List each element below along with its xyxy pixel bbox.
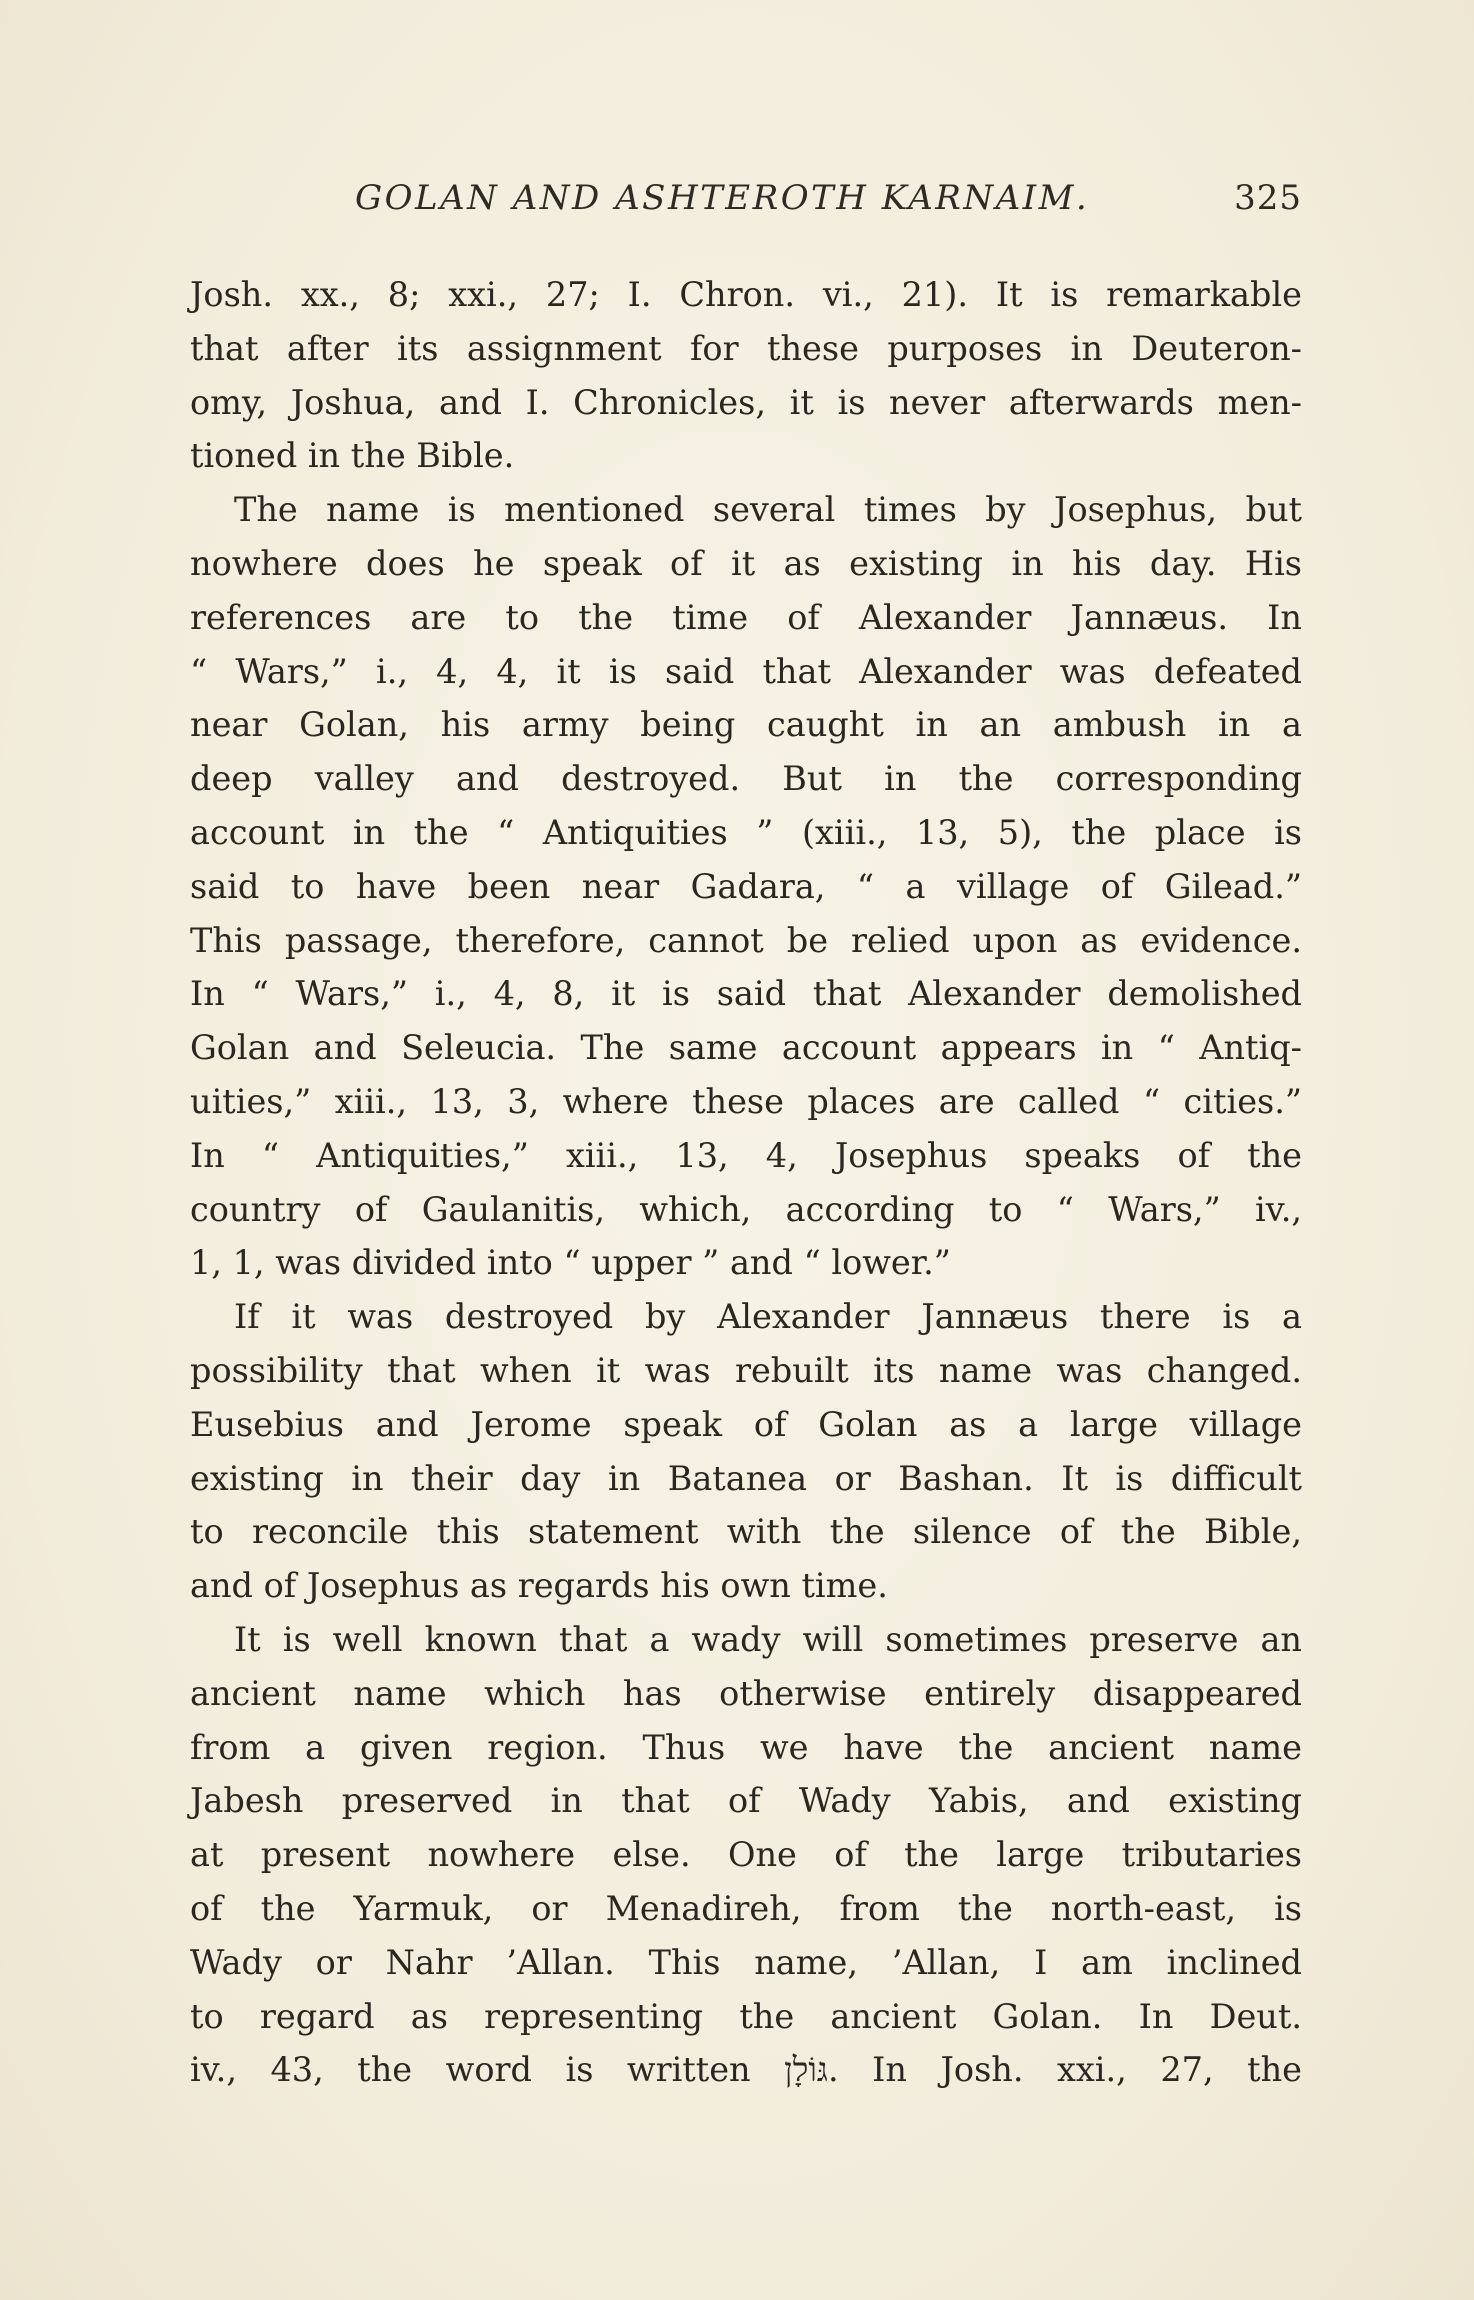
text-line: possibility that when it was rebuilt its name was changed.: [190, 1350, 1302, 1390]
text-line: It is well known that a wady will sometimes preserve an: [234, 1619, 1302, 1659]
text-line: account in the “ Antiquities ” (xiii., 13, 5), the place is: [190, 812, 1302, 852]
text-line: ancient name which has otherwise entirely disappeared: [190, 1673, 1302, 1713]
text-line: at present nowhere else. One of the large tributaries: [190, 1835, 1302, 1875]
text-line: nowhere does he speak of it as existing in his day. His: [190, 543, 1302, 583]
text-line: uities,” xiii., 13, 3, where these places are called “ cities.”: [190, 1081, 1302, 1121]
text-line: from a given region. Thus we have the ancient name: [190, 1727, 1302, 1767]
text-line: If it was destroyed by Alexander Jannæus there is a: [234, 1297, 1302, 1337]
text-line: iv., 43, the word is written גּוֹלָן. In Josh. xxi., 27, the: [190, 2050, 1302, 2090]
text-line: and of Josephus as regards his own time.: [190, 1566, 888, 1606]
text-line: Wady or Nahr ’Allan. This name, ’Allan, I am inclined: [190, 1942, 1302, 1982]
text-line: tioned in the Bible.: [190, 436, 515, 476]
text-line: that after its assignment for these purposes in Deuteron-: [190, 328, 1302, 368]
text-line: Golan and Seleucia. The same account appears in “ Antiq-: [190, 1028, 1302, 1068]
text-line: Josh. xx., 8; xxi., 27; I. Chron. vi., 21). It is remarkable: [190, 275, 1302, 314]
running-title: GOLAN AND ASHTEROTH KARNAIM.: [355, 178, 1090, 218]
text-line: Eusebius and Jerome speak of Golan as a large village: [190, 1404, 1302, 1444]
text-line: said to have been near Gadara, “ a village of Gilead.”: [190, 866, 1302, 906]
text-line: In “ Antiquities,” xiii., 13, 4, Josephus speaks of the: [190, 1135, 1302, 1175]
text-line: 1, 1, was divided into “ upper ” and “ lower.”: [190, 1243, 951, 1283]
text-line: country of Gaulanitis, which, according to “ Wars,” iv.,: [190, 1189, 1302, 1229]
text-line: deep valley and destroyed. But in the corresponding: [190, 759, 1302, 799]
text-line: near Golan, his army being caught in an ambush in a: [190, 705, 1302, 745]
text-line: In “ Wars,” i., 4, 8, it is said that Alexander demolished: [190, 974, 1302, 1014]
body-text: [190, 268, 1302, 2097]
text-line: This passage, therefore, cannot be relied upon as evidence.: [190, 920, 1302, 960]
text-line: to regard as representing the ancient Golan. In Deut.: [190, 1996, 1302, 2036]
text-line: to reconcile this statement with the silence of the Bible,: [190, 1512, 1302, 1552]
page-header: [190, 178, 1302, 238]
text-line: references are to the time of Alexander Jannæus. In: [190, 597, 1302, 637]
page-number: 325: [1234, 178, 1302, 218]
text-line: of the Yarmuk, or Menadireh, from the north-east, is: [190, 1888, 1302, 1928]
text-line: Jabesh preserved in that of Wady Yabis, and existing: [190, 1781, 1302, 1821]
text-line: existing in their day in Batanea or Bashan. It is difficult: [190, 1458, 1302, 1498]
text-line: The name is mentioned several times by Josephus, but: [234, 490, 1302, 530]
text-line: omy, Joshua, and I. Chronicles, it is never afterwards men-: [190, 382, 1302, 422]
text-line: “ Wars,” i., 4, 4, it is said that Alexander was defeated: [190, 651, 1302, 691]
